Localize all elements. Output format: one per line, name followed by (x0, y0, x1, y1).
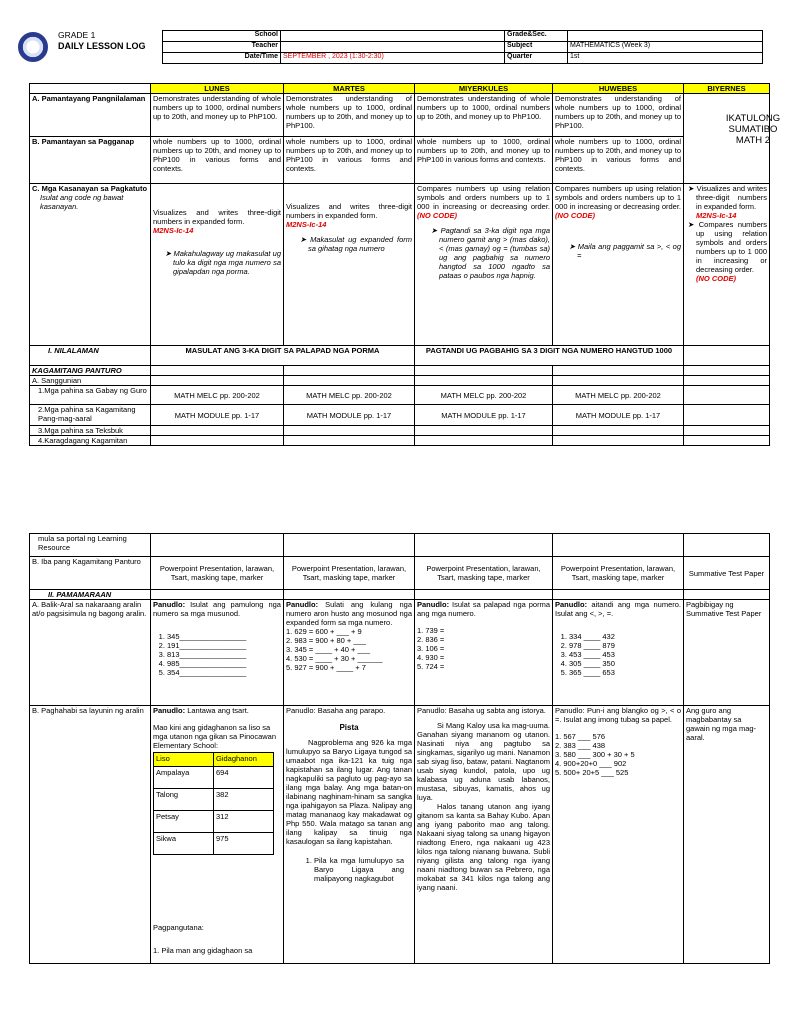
balik-lunes: Panudlo: Isulat ang pamulong nga numero sa mga musunod. 1. 345________________ 2. 191________________ 3. 813________________ 4. 985________________ 5. 354________________ (151, 600, 284, 706)
table-cell: 694 (214, 767, 274, 789)
martes-expanded-list (286, 627, 412, 672)
kasanayan-instruction: Isulat ang code ng bawat kasanayan. (40, 193, 124, 211)
datetime-value: SEPTEMBER , 2023 (1:30-2:30) (281, 53, 505, 64)
balik-miyerkules: Panudlo: Isulat sa palapad nga porma ang mga numero. 1. 739 = 2. 836 = 3. 106 = 4. 930 = 5. 724 = (415, 600, 553, 706)
list-item: 4. 930 = (417, 653, 445, 662)
iba-miyerkules: Powerpoint Presentation, larawan, Tsart, masking tape, marker (415, 557, 553, 590)
day-header-biyernes: BIYERNES (684, 84, 770, 94)
gradesec-label: Grade&Sec. (505, 31, 568, 42)
grade-label: GRADE 1 (58, 30, 96, 40)
pagganap-lunes: whole numbers up to 1000, ordinal numbers up to 20th, and money up to PhP100 in various forms and contexts. (151, 137, 284, 184)
list-item: 1. 567 ___ 576 (555, 732, 606, 741)
paghahabi-miyerkules: Panudlo: Basaha ug sabta ang istorya. Si Mang Kaloy usa ka mag-uuma. Ganahan siyang mananom og utanon. Nasinati niya ang pagtubo sa singkamas, sigarilyo ug mani. Nanamon sab siyag liso, bataw, patani. Nagtanom usab siyag kundol, patola, upo ug kalabasa ug aduna usab labanos, mustasa, sibuyas, kamatis, ahos ug luya. Halos tanang utanon ang iyang gitanom sa kanta sa Bahay Kubo. Apan ang iyang paborito mao ang talong. Nakaani siyag talong sa unang higayon niadtong Enero, nga nakaani ug 423 kilos nga talong nianang buwana. Subli niyang gilista ang talong nga iyang naani niadtong buwan sa Pebrero, nga mokabat sa 341 kilos nga talong ang iyang naani. (415, 706, 553, 964)
nilalaman-lunes-martes: MASULAT ANG 3-KA DIGIT SA PALAPAD NGA PORMA (151, 346, 415, 366)
gradesec-value[interactable] (568, 31, 763, 42)
pagganap-huwebes: whole numbers up to 1000, ordinal numbers up to 20th, and money up to PhP100 in various forms and contexts. (553, 137, 684, 184)
list-item: 5. 354________________ (167, 668, 281, 677)
row-label-nilalaman: I. NILALAMAN (30, 346, 151, 366)
list-item: 4. 985________________ (167, 659, 281, 668)
row-label-kasanayan: C. Mga Kasanayan sa Pagkatuto Isulat ang code ng bawat kasanayan. (30, 184, 151, 346)
seed-count-table (153, 752, 274, 855)
iba-biyernes: Summative Test Paper (684, 557, 770, 590)
table-row (154, 811, 274, 833)
pagganap-miyerkules: whole numbers up to 1000, ordinal numbers up to 20th, and money up to PhP100 in various forms and contexts. (415, 137, 553, 184)
paghahabi-biyernes: Ang guro ang magbabantay sa gawain ng mga mag-aaral. (684, 706, 770, 964)
paghahabi-lunes: Panudlo: Lantawa ang tsart. Mao kini ang gidaghanon sa liso sa mga utanon nga gikan sa Pinocawan Elementary School: Liso Gidaghanon Ampalaya 694 Talong 382 Petsay 312 Sikwa 975 Pagpangutana: 1. Pila man ang gidaghaon sa (151, 706, 284, 964)
teacher-label: Teacher (163, 42, 281, 53)
iba-lunes: Powerpoint Presentation, larawan, Tsart, masking tape, marker (151, 557, 284, 590)
list-item: 3. 106 = (417, 644, 445, 653)
pamantayang-lunes: Demonstrates understanding of whole numbers up to 1000, ordinal numbers up to 20th, and money up to PhP100. (151, 94, 284, 137)
kasanayan-martes: Visualizes and writes three-digit numbers in expanded form. M2NS-Ic-14 ➤ Makasulat ug expanded form sa gihatag nga numero (284, 184, 415, 346)
list-item: 1. 629 = 600 + ___ + 9 (286, 627, 362, 636)
melc-code: M2NS-Ic-14 (153, 226, 194, 235)
teacher-value[interactable] (281, 42, 505, 53)
row-label-karagdagang: 4.Karagdagang Kagamitan (30, 436, 151, 446)
pista-story: Nagproblema ang 926 ka mga lumulupyo sa Baryo Ligaya tungod sa umaabot nga ika-121 ka tuig nga kapistahan sa ilang lugar. Ang tanan nagkapuliki sa pagluto ug pag-ayo sa ilang mga balay. Ang mga batan-on ilabinang naghinam-hinam sa sangka nga ipahigayon sa Plaza. Nalipay ang matag mananaog kay makadawat og Php 550. Wala matago sa tanan ang ilang kalipay sa tinuig nga kasaulogan sa ilang kapistahan. (286, 738, 412, 846)
day-header-martes: MARTES (284, 84, 415, 94)
table-header-liso: Liso (154, 753, 214, 767)
school-label: School (163, 31, 281, 42)
header-table (162, 30, 763, 64)
table-header-gidaghanon: Gidaghanon (214, 753, 274, 767)
huwe-fill-list (555, 732, 681, 777)
row-label-paghahabi: B. Paghahabi sa layunin ng aralin (30, 706, 151, 964)
day-header-lunes: LUNES (151, 84, 284, 94)
table-cell: Ampalaya (154, 767, 214, 789)
kasanayan-biyernes: ➤ Visualizes and writes three-digit numbers in expanded form. M2NS-Ic-14 ➤ Compares numbers up using relation symbols and orders numbers up to 1 000 in increasing or decreasing order. (NO CODE) (684, 184, 770, 346)
miyer-number-list (417, 626, 550, 671)
table-cell: Petsay (154, 811, 214, 833)
list-item: 2. 836 = (417, 635, 445, 644)
table-row (154, 767, 274, 789)
gabay-lunes: MATH MELC pp. 200-202 (151, 386, 284, 405)
quarter-label: Quarter (505, 53, 568, 64)
subject-label: Subject (505, 42, 568, 53)
kasanayan-miyerkules: Compares numbers up using relation symbols and orders numbers up to 1 000 in increasing or decreasing order. (NO CODE) ➤ Pagtandi sa 3-ka digit nga mga numero gamit ang > (mas dako), < (mas gamay) og = (tumbas sa) ug ang pagbahig sa numero hangtod sa 1000 ngadto sa pataas o paubos nga hapnig. (415, 184, 553, 346)
school-value[interactable] (281, 31, 505, 42)
row-label-portal: mula sa portal ng Learning Resource (30, 534, 151, 557)
row-label-pamantayang: A. Pamantayang Pangnilalaman (30, 94, 151, 137)
row-label-gabay: 1.Mga pahina sa Gabay ng Guro (30, 386, 151, 405)
list-item: 3. 580 ___ 300 + 30 + 5 (555, 750, 635, 759)
row-label-pamamaraan: II. PAMAMARAAN (30, 590, 151, 600)
lesson-table-page2 (29, 533, 770, 964)
kaloy-story-p1: Si Mang Kaloy usa ka mag-uuma. Ganahan siyang mananom og utanon. Nasinati niya ang pagtubo sa singkamas, sigarilyo ug mani. Nanamon sab siyag liso, bataw, patani. Nagtanom usab siyag kundol, patola, upo ug kalabasa ug aduna usab labanos, mustasa, sibuyas, kamatis, ahos ug luya. (417, 721, 550, 802)
row-label-kagamitang: KAGAMITANG PANTURO (30, 366, 151, 376)
kasanayan-lunes: Visualizes and writes three-digit numbers in expanded form. M2NS-Ic-14 ➤ Makahulagway ug makasulat ug tulo ka digit nga mga numero sa gipalapdan nga porma. (151, 184, 284, 346)
balik-huwebes: Panudlo: aitandi ang mga numero. Isulat ang <, >, =. 1. 334 ____ 432 2. 978 ____ 879 3. 453 ____ 453 4. 305 ____ 350 5. 365 ____ 653 (553, 600, 684, 706)
list-item: 5. 927 = 900 + ____ + 7 (286, 663, 366, 672)
list-item: 3. 453 ____ 453 (569, 650, 681, 659)
gabay-martes: MATH MELC pp. 200-202 (284, 386, 415, 405)
list-item: 4. 530 = ____ + 30 + ______ (286, 654, 383, 663)
row-label-sanggunian: A. Sanggunian (30, 376, 151, 386)
list-item: 1. 345________________ (167, 632, 281, 641)
iba-martes: Powerpoint Presentation, larawan, Tsart, masking tape, marker (284, 557, 415, 590)
table-cell: 975 (214, 833, 274, 855)
list-item: 4. 305 ____ 350 (569, 659, 681, 668)
table-cell: 312 (214, 811, 274, 833)
pangutana-1: 1. Pila man ang gidaghaon sa (153, 946, 253, 955)
deped-seal-logo (18, 32, 48, 62)
table-row (154, 833, 274, 855)
module-lunes: MATH MODULE pp. 1-17 (151, 405, 284, 426)
pista-question-1: 1. Pila ka mga lumulupyo sa Baryo Ligaya ang malipayong nagkagubot (314, 856, 404, 883)
list-item: 1. 739 = (417, 626, 445, 635)
pagganap-martes: whole numbers up to 1000, ordinal numbers up to 20th, and money up to PhP100 in various forms and contexts. (284, 137, 415, 184)
list-item: 3. 345 = ____ + 40 + ___ (286, 645, 371, 654)
module-martes: MATH MODULE pp. 1-17 (284, 405, 415, 426)
table-cell: Talong (154, 789, 214, 811)
nilalaman-miyer-huwebes: PAGTANDI UG PAGBAHIG SA 3 DIGIT NGA NUMERO HANGTUD 1000 (415, 346, 684, 366)
subject-value: MATHEMATICS (Week 3) (568, 42, 763, 53)
balik-biyernes: Pagbibigay ng Summative Test Paper (684, 600, 770, 706)
pamantayang-miyerkules: Demonstrates understanding of whole numbers up to 1000, ordinal numbers up to 20th, and money up to PhP100. (415, 94, 553, 137)
module-miyerkules: MATH MODULE pp. 1-17 (415, 405, 553, 426)
melc-code: M2NS-Ic-14 (286, 220, 327, 229)
pamantayang-martes: Demonstrates understanding of whole numbers up to 1000, ordinal numbers up to 20th, and money up to PhP100. (284, 94, 415, 137)
ikatulong-sumatibo-text: IKATULONG SUMATIBO MATH 2 (725, 113, 781, 146)
kaloy-story-p2: Halos tanang utanon ang iyang gitanom sa kanta sa Bahay Kubo. Apan ang iyang paborito mao ang talong. Nakaani siyag talong sa unang higayon niadtong Enero, nga nakaani ug 423 kilos nga talong nianang buwana. Subli niyang gilista ang talong nga iyang naani niadtong buwan sa Pebrero, nga mokabat sa 341 kilos nga talong ang iyang naani. (417, 802, 550, 892)
day-header-huwebes: HUWEBES (553, 84, 684, 94)
list-item: 2. 191________________ (167, 641, 281, 650)
iba-huwebes: Powerpoint Presentation, larawan, Tsart, masking tape, marker (553, 557, 684, 590)
row-label-balik-aral: A. Balik-Aral sa nakaraang aralin at/o pagsisimula ng bagong aralin. (30, 600, 151, 706)
story-title-pista: Pista (339, 723, 359, 732)
table-row (154, 789, 274, 811)
pamantayang-huwebes: Demonstrates understanding of whole numbers up to 1000, ordinal numbers up to 20th, and money up to PhP100. (553, 94, 684, 137)
list-item: 5. 724 = (417, 662, 445, 671)
document-title: DAILY LESSON LOG (58, 41, 146, 51)
row-label-kagamitang-mag: 2.Mga pahina sa Kagamitang Pang-mag-aaral (30, 405, 151, 426)
table-cell: Sikwa (154, 833, 214, 855)
paghahabi-huwebes: Panudlo: Pun-i ang blangko og >, < o =. Isulat ang imong tubag sa papel. 1. 567 ___ 576 2. 383 ___ 438 3. 580 ___ 300 + 30 + 5 4. 900+20+0 ___ 902 5. 500+ 20+5 ___ 525 (553, 706, 684, 964)
list-item: 2. 383 ___ 438 (555, 741, 606, 750)
table-cell: 382 (214, 789, 274, 811)
datetime-label: Date/Time (163, 53, 281, 64)
list-item: 4. 900+20+0 ___ 902 (555, 759, 627, 768)
paghahabi-martes: Panudlo: Basaha ang parapo. Pista Nagproblema ang 926 ka mga lumulupyo sa Baryo Ligaya tungod sa umaabot nga ika-121 ka tuig nga kapistahan sa ilang lugar. Ang tanan nagkapuliki sa pagluto ug pag-ayo sa ilang mga balay. Ang mga batan-on ilabinang naghinam-hinam sa sangka nga ipahigayon sa Plaza. Nalipay ang matag mananaog kay makadawat og Php 550. Wala matago sa tanan ang ilang kalipay sa tinuig nga kasaulogan sa ilang kapistahan. 1. Pila ka mga lumulupyo sa Baryo Ligaya ang malipayong nagkagubot (284, 706, 415, 964)
balik-martes: Panudlo: Sulati ang kulang nga numero aron husto ang mosunod nga expanded form sa mga numero. 1. 629 = 600 + ___ + 9 2. 983 = 900 + 80 + ___ 3. 345 = ____ + 40 + ___ 4. 530 = ____ + 30 + ______ 5. 927 = 900 + ____ + 7 (284, 600, 415, 706)
quarter-value: 1st (568, 53, 763, 64)
kasanayan-huwebes: Compares numbers up using relation symbols and orders numbers up to 1 000 in increasing or decreasing order. (NO CODE) ➤ Maila ang paggamit sa >, < og = (553, 184, 684, 346)
huwe-compare-list (569, 632, 681, 677)
lunes-number-list (167, 632, 281, 677)
list-item: 2. 978 ____ 879 (569, 641, 681, 650)
gabay-miyerkules: MATH MELC pp. 200-202 (415, 386, 553, 405)
module-huwebes: MATH MODULE pp. 1-17 (553, 405, 684, 426)
day-header-miyerkules: MIYERKULES (415, 84, 553, 94)
row-label-pagganap: B. Pamantayan sa Pagganap (30, 137, 151, 184)
list-item: 5. 365 ____ 653 (569, 668, 681, 677)
pagpangutana-label: Pagpangutana: (153, 923, 204, 932)
row-label-teksbuk: 3.Mga pahina sa Teksbuk (30, 426, 151, 436)
list-item: 5. 500+ 20+5 ___ 525 (555, 768, 629, 777)
list-item: 1. 334 ____ 432 (569, 632, 681, 641)
row-label-iba: B. Iba pang Kagamitang Panturo (30, 557, 151, 590)
lesson-table-page1 (29, 83, 770, 446)
list-item: 3. 813________________ (167, 650, 281, 659)
gabay-huwebes: MATH MELC pp. 200-202 (553, 386, 684, 405)
list-item: 2. 983 = 900 + 80 + ___ (286, 636, 366, 645)
